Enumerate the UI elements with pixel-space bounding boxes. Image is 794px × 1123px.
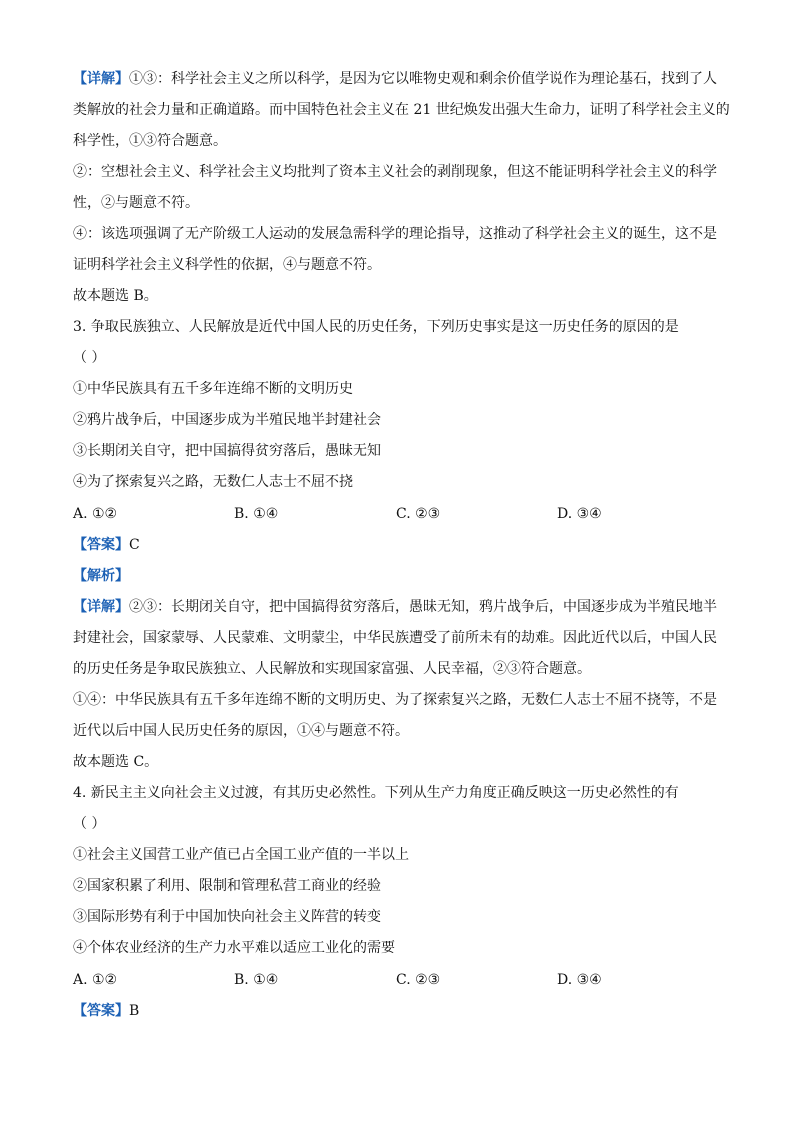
q3-detail-line-3: 的历史任务是争取民族独立、人民解放和实现国家富强、人民幸福，②③符合题意。 xyxy=(73,661,591,677)
q3-detail-line-4: ①④：中华民族具有五千多年连绵不断的文明历史、为了探索复兴之路，无数仁人志士不屈不挠等，不是 xyxy=(73,692,717,708)
question-4-paren: （ ） xyxy=(73,816,106,832)
option-b: B. ①④ xyxy=(234,506,279,522)
option-c: C. ②③ xyxy=(396,972,441,988)
question-4-item-3: ③国际形势有利于中国加快向社会主义阵营的转变 xyxy=(73,909,381,925)
question-4-item-4: ④个体农业经济的生产力水平难以适应工业化的需要 xyxy=(73,940,395,956)
question-3-stem: 3. 争取民族独立、人民解放是近代中国人民的历史任务，下列历史事实是这一历史任务的原因的是 xyxy=(73,319,679,335)
question-3-item-4: ④为了探索复兴之路，无数仁人志士不屈不挠 xyxy=(73,474,353,490)
option-a: A. ①② xyxy=(73,506,118,522)
option-d: D. ③④ xyxy=(557,972,602,988)
question-4-stem: 4. 新民主主义向社会主义过渡，有其历史必然性。下列从生产力角度正确反映这一历史必然性的有 xyxy=(73,785,679,801)
option-a: A. ①② xyxy=(73,972,118,988)
analysis-tag: 【解析】 xyxy=(73,568,129,584)
q3-detail-line-5: 近代以后中国人民历史任务的原因，①④与题意不符。 xyxy=(73,723,409,739)
q2-detail-line-5: 性，②与题意不符。 xyxy=(73,195,199,211)
q3-conclusion: 故本题选 C。 xyxy=(73,754,159,770)
question-3-paren: （ ） xyxy=(73,350,106,366)
q2-conclusion: 故本题选 B。 xyxy=(73,288,158,304)
question-4-item-1: ①社会主义国营工业产值已占全国工业产值的一半以上 xyxy=(73,847,409,863)
detail-tag: 【详解】 xyxy=(73,71,129,87)
q2-detail-line-2: 类解放的社会力量和正确道路。而中国特色社会主义在 21 世纪焕发出强大生命力，证明了科学社会主义的 xyxy=(73,102,730,118)
question-4-answer: 【答案】B xyxy=(73,1003,140,1019)
question-3-answer: 【答案】C xyxy=(73,537,140,553)
q3-detail-line-1: 【详解】②③：长期闭关自守，把中国搞得贫穷落后，愚昧无知，鸦片战争后，中国逐步成为半殖民地半 xyxy=(73,599,717,615)
option-c: C. ②③ xyxy=(396,506,441,522)
answer-tag: 【答案】 xyxy=(73,1003,129,1019)
question-3-item-2: ②鸦片战争后，中国逐步成为半殖民地半封建社会 xyxy=(73,412,381,428)
question-3-analysis xyxy=(73,566,733,586)
option-b: B. ①④ xyxy=(234,972,279,988)
q2-detail-line-4: ②：空想社会主义、科学社会主义均批判了资本主义社会的剥削现象，但这不能证明科学社会主义的科学 xyxy=(73,164,717,180)
question-4-item-2: ②国家积累了利用、限制和管理私营工商业的经验 xyxy=(73,878,381,894)
q2-detail-line-3: 科学性，①③符合题意。 xyxy=(73,133,227,149)
question-3-item-1: ①中华民族具有五千多年连绵不断的文明历史 xyxy=(73,381,353,397)
question-3-item-3: ③长期闭关自守，把中国搞得贫穷落后，愚昧无知 xyxy=(73,443,381,459)
q2-detail-line-7: 证明科学社会主义科学性的依据，④与题意不符。 xyxy=(73,257,381,273)
detail-tag: 【详解】 xyxy=(73,599,129,615)
q2-detail-line-6: ④：该选项强调了无产阶级工人运动的发展急需科学的理论指导，这推动了科学社会主义的诞生，这不是 xyxy=(73,226,717,242)
q3-detail-line-2: 封建社会，国家蒙辱、人民蒙难、文明蒙尘，中华民族遭受了前所未有的劫难。因此近代以后，中国人民 xyxy=(73,630,717,646)
q2-detail-line-1: 【详解】①③：科学社会主义之所以科学，是因为它以唯物史观和剩余价值学说作为理论基石，找到了人 xyxy=(73,71,717,87)
answer-tag: 【答案】 xyxy=(73,537,129,553)
option-d: D. ③④ xyxy=(557,506,602,522)
